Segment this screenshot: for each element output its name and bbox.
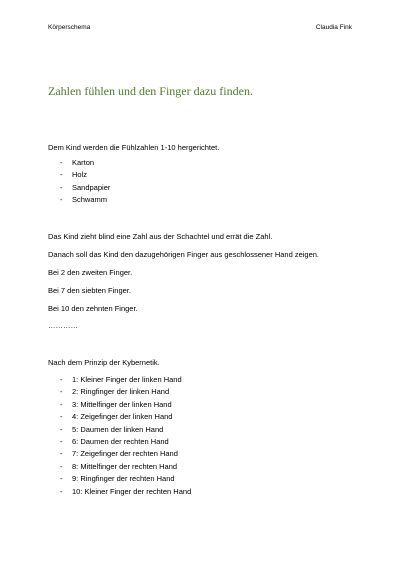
list-item-text: 2: Ringfinger der linken Hand [72, 387, 170, 397]
fingers-list [48, 374, 368, 498]
dash-bullet: - [60, 474, 63, 484]
dash-bullet: - [60, 449, 63, 459]
ellipsis-line: ………… [48, 321, 78, 330]
list-item-text: Holz [72, 170, 88, 180]
list-item-text: 6: Daumen der rechten Hand [72, 437, 169, 447]
list-item-text: 9: Ringfinger der rechten Hand [72, 474, 175, 484]
list-item-text: 8: Mittelfinger der rechten Hand [72, 461, 178, 471]
list-item [48, 169, 368, 181]
list-item [48, 448, 368, 460]
dash-bullet: - [60, 182, 63, 192]
dash-bullet: - [60, 461, 63, 471]
materials-list-container [48, 157, 368, 207]
list-item-text: 3: Mittelfinger der linken Hand [72, 399, 172, 409]
list-item [48, 182, 368, 194]
list-item [48, 411, 368, 423]
list-item-text: 4: Zeigefinger der linken Hand [72, 412, 173, 422]
intro-paragraph: Dem Kind werden die Fühlzahlen 1-10 hergerichtet. [48, 143, 220, 152]
list-item [48, 194, 368, 206]
list-item [48, 386, 368, 398]
dash-bullet: - [60, 170, 63, 180]
dash-bullet: - [60, 424, 63, 434]
list-item-text: 10: Kleiner Finger der rechten Hand [72, 486, 192, 496]
dash-bullet: - [60, 486, 63, 496]
materials-list [48, 157, 368, 207]
dash-bullet: - [60, 399, 63, 409]
fingers-list-container [48, 374, 368, 498]
dash-bullet: - [60, 158, 63, 167]
paragraph: Bei 10 den zehnten Finger. [48, 304, 138, 313]
principle-paragraph: Nach dem Prinzip der Kybernetik. [48, 358, 160, 367]
dash-bullet: - [60, 195, 63, 205]
page-header [48, 24, 352, 31]
list-item [48, 486, 368, 498]
dash-bullet: - [60, 437, 63, 447]
list-item-text: 1: Kleiner Finger der linken Hand [72, 375, 182, 384]
list-item-text: Schwamm [72, 195, 108, 205]
paragraph: Das Kind zieht blind eine Zahl aus der Schachtel und errät die Zahl. [48, 232, 273, 241]
header-left-text: Körperschema [48, 24, 91, 31]
list-item [48, 424, 368, 436]
paragraph: Bei 2 den zweiten Finger. [48, 268, 133, 277]
list-item [48, 473, 368, 485]
document-title: Zahlen fühlen und den Finger dazu finden. [48, 84, 253, 98]
paragraph: Danach soll das Kind den dazugehörigen Finger aus geschlossener Hand zeigen. [48, 250, 320, 259]
list-item-text: Karton [72, 158, 95, 167]
list-item-text: 5: Daumen der linken Hand [72, 424, 164, 434]
header-right-text: Claudia Fink [315, 24, 352, 31]
dash-bullet: - [60, 375, 63, 384]
dash-bullet: - [60, 412, 63, 422]
list-item-text: 7: Zeigefinger der rechten Hand [72, 449, 178, 459]
list-item-text: Sandpapier [72, 182, 111, 192]
paragraph: Bei 7 den siebten Finger. [48, 286, 131, 295]
dash-bullet: - [60, 387, 63, 397]
list-item [48, 461, 368, 473]
list-item [48, 157, 368, 169]
list-item [48, 399, 368, 411]
list-item [48, 374, 368, 386]
list-item [48, 436, 368, 448]
